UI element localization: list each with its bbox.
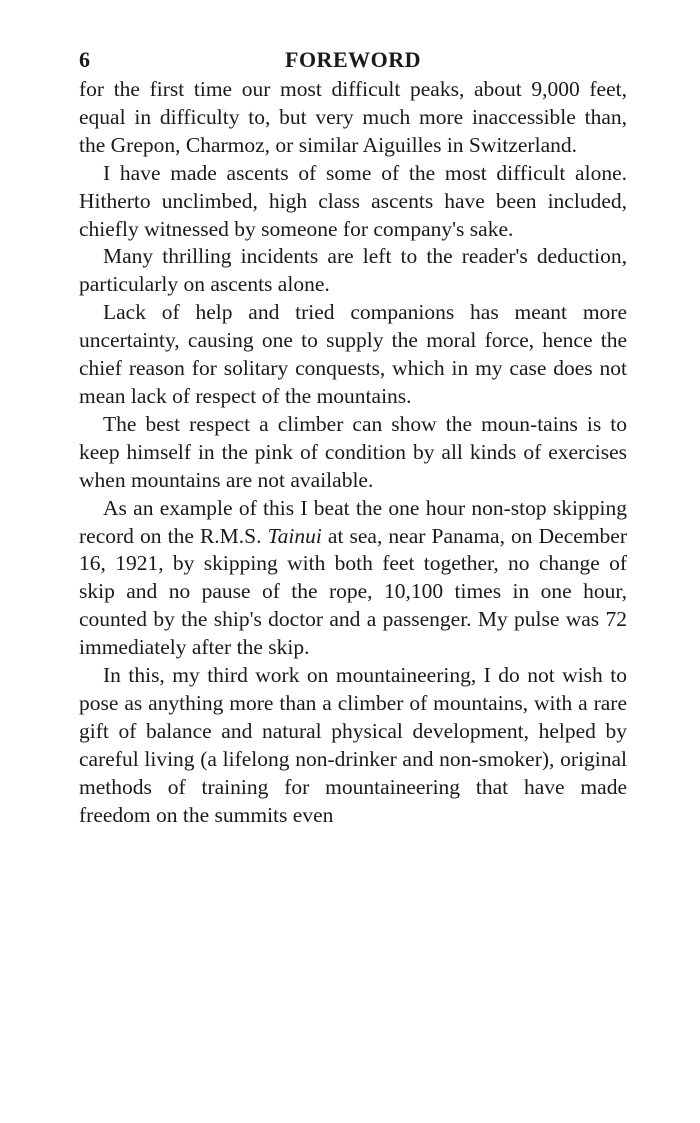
paragraph: The best respect a climber can show the moun-tains is to keep himself in the pink of condition by all kinds of exercises when mountains are not available.: [79, 411, 627, 492]
ship-name: Tainui: [267, 523, 322, 548]
paragraph: I have made ascents of some of the most difficult alone. Hitherto unclimbed, high class ascents have been included, chiefly witnessed by someone for company's sake.: [79, 160, 627, 241]
page-number: 6: [79, 47, 91, 72]
book-page: [79, 44, 627, 829]
paragraph: In this, my third work on mountaineering, I do not wish to pose as anything more than a climber of mountains, with a rare gift of balance and natural physical development, helped by careful living (a lifelong non-drinker and non-smoker), original methods of training for mountaineering that have made freedom on the summits even: [79, 663, 627, 827]
running-head: [79, 44, 627, 76]
paragraph-text: As an example of this I beat the one hour non-stop skipping record on the R.M.S.: [79, 495, 627, 548]
paragraph: Lack of help and tried companions has meant more uncertainty, causing one to supply the moral force, hence the chief reason for solitary conquests, which in my case does not mean lack of respect of the mountains.: [79, 300, 627, 408]
body-text: [79, 76, 627, 829]
paragraph-skipping-record: [79, 495, 627, 662]
paragraph: Many thrilling incidents are left to the reader's deduction, particularly on ascents alone.: [79, 244, 627, 297]
chapter-title: FOREWORD: [285, 47, 421, 72]
paragraph-text: at sea, near Panama, on December 16, 1921, by skipping with both feet together, no change of skip and no pause of the rope, 10,100 times in one hour, counted by the ship's doctor and a passenger. My pulse was 72 immediately after the skip.: [79, 523, 627, 660]
paragraph-continued: for the first time our most difficult peaks, about 9,000 feet, equal in difficulty to, but very much more inaccessible than, the Grepon, Charmoz, or similar Aiguilles in Switzerland.: [79, 77, 627, 157]
